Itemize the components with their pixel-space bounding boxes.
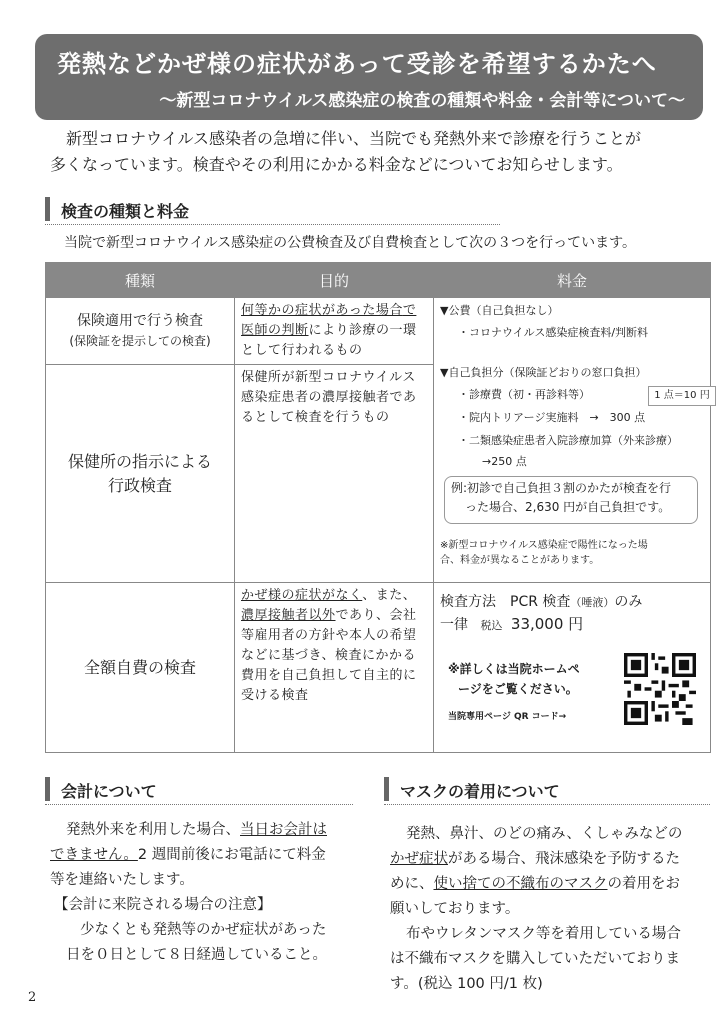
- hp-note-line-1: ※詳しくは当院ホームペ: [448, 662, 580, 676]
- billing-text-b: 当日お会計は: [240, 822, 327, 838]
- fee-cell: [434, 298, 711, 583]
- billing-text-a: 発熱外来を利用した場合、: [66, 822, 240, 838]
- positive-note-line-1: ※新型コロナウイルス感染症で陽性になった場: [440, 540, 648, 551]
- mask-text-f: の着用をお: [607, 876, 680, 892]
- billing-body: [50, 818, 362, 968]
- row2-type: [46, 365, 235, 583]
- pcr-method: [440, 591, 642, 611]
- mask-text-e: 使い捨ての不織布のマスク: [433, 876, 608, 892]
- mask-line-7: す。(税込 100 円/1 枚): [390, 976, 543, 992]
- mask-text-c: がある場合、飛沫感染を予防するた: [448, 851, 680, 867]
- pcr-method-label: 検査方法 PCR 検査: [440, 594, 571, 610]
- price-label: 一律: [440, 617, 468, 633]
- qr-code-icon[interactable]: [624, 653, 696, 725]
- mask-body: [390, 822, 715, 997]
- row3-purpose-a: かぜ様の症状がなく: [241, 588, 363, 603]
- mask-line-6: は不織布マスクを購入していただいておりま: [390, 951, 680, 967]
- mask-line-1: 発熱、鼻汁、のどの痛み、くしゃみなどの: [406, 826, 683, 842]
- row3-fee: [434, 583, 711, 753]
- page-subtitle: 〜新型コロナウイルス感染症の検査の種類や料金・会計等について〜: [159, 91, 685, 111]
- mask-line-2: [390, 847, 715, 872]
- mask-text-b: かぜ症状: [390, 851, 448, 867]
- section-heading-billing: [45, 774, 353, 805]
- hp-note: [448, 659, 580, 699]
- pcr-price: [440, 613, 583, 634]
- row3-purpose-c: 濃厚接触者以外: [241, 608, 336, 623]
- pcr-method-suffix: のみ: [614, 594, 643, 610]
- hp-note-line-2: ージをご覧ください。: [458, 682, 578, 696]
- billing-caution-title: 【会計に来院される場合の注意】: [54, 897, 272, 913]
- fee-self-title: ▼自己負担分（保険証どおりの窓口負担）: [440, 366, 647, 379]
- heading-bar: [384, 777, 389, 801]
- heading-text: マスクの着用について: [400, 782, 560, 801]
- table-row: [46, 298, 711, 365]
- row3-purpose-d: であり、会社等雇用者の方針や本人の希望などに基づき、検査にかかる費用を自己負担して自主的に受ける検査: [241, 608, 417, 703]
- row1-purpose: [235, 298, 434, 365]
- row1-purpose-c: により診療の一環として行われるもの: [241, 323, 417, 358]
- row1-type-line2: (保険証を提示しての検査): [69, 334, 211, 348]
- row2-type-line2: 行政検査: [107, 475, 172, 495]
- billing-line-2: [50, 843, 362, 868]
- fee-self-item-3: ・二類感染症患者入院診療加算（外来診療）: [458, 434, 678, 447]
- section-heading-mask: [384, 774, 710, 805]
- table-row: [46, 583, 711, 753]
- fee-public-item: ・コロナウイルス感染症検査料/判断料: [458, 326, 649, 339]
- price-value: 33,000 円: [510, 615, 584, 633]
- tests-intro: 当院で新型コロナウイルス感染症の公費検査及び自費検査として次の３つを行っています。: [64, 235, 637, 251]
- title-banner: [35, 34, 703, 120]
- billing-line-3: 等を連絡いたします。: [50, 872, 194, 888]
- row2-type-line1: 保健所の指示による: [67, 451, 212, 471]
- pcr-method-note: （唾液）: [570, 596, 615, 609]
- example-line-2: った場合、2,630 円が自己負担です。: [465, 500, 671, 514]
- heading-text: 検査の種類と料金: [61, 202, 190, 221]
- fee-self-item-1: ・診療費（初・再診料等）: [458, 388, 590, 401]
- header-fee: 料金: [434, 263, 711, 298]
- row1-purpose-a: 何等かの症状があった場合: [241, 303, 403, 318]
- billing-text-d: 2 週間前後にお電話にて料金: [137, 847, 326, 863]
- intro-paragraph: [50, 126, 710, 178]
- example-box: [444, 476, 698, 524]
- intro-line-1: 新型コロナウイルス感染者の急増に伴い、当院でも発熱外来で診療を行うことが: [66, 129, 642, 148]
- heading-bar: [45, 197, 50, 221]
- row1-purpose-b: で医師の判断: [241, 303, 417, 338]
- row2-purpose: 保健所が新型コロナウイルス感染症患者の濃厚接触者であるとして検査を行うもの: [235, 365, 434, 583]
- billing-line-1: [50, 818, 362, 843]
- header-purpose: 目的: [235, 263, 434, 298]
- positive-note-line-2: 合、料金が異なることがあります。: [440, 555, 600, 566]
- example-line-1: 例:初診で自己負担３割のかたが検査を行: [451, 481, 672, 495]
- fee-self-item-2: ・院内トリアージ実施料 → 300 点: [458, 411, 646, 424]
- row3-purpose: [235, 583, 434, 753]
- row1-type: [46, 298, 235, 365]
- billing-caution-line-1: 少なくとも発熱等のかぜ症状があった: [80, 922, 327, 938]
- billing-text-c: できません。: [50, 847, 138, 863]
- heading-bar: [45, 777, 50, 801]
- row1-type-line1: 保険適用で行う検査: [77, 313, 203, 329]
- intro-line-2: 多くなっています。検査やその利用にかかる料金などについてお知らせします。: [50, 155, 623, 174]
- mask-line-3: [390, 872, 715, 897]
- test-fee-table: [45, 262, 711, 753]
- billing-caution-line-2: 日を０日として８日経過していること。: [66, 947, 327, 963]
- mask-line-4: 願いしております。: [390, 901, 520, 917]
- fee-self-item-3b: →250 点: [482, 455, 527, 468]
- fee-public-title: ▼公費（自己負担なし）: [440, 304, 559, 317]
- price-tax: 税込: [480, 619, 503, 632]
- positive-note: [440, 538, 648, 568]
- point-rate-tag: 1 点＝10 円: [648, 386, 716, 406]
- section-heading-tests: [45, 194, 500, 225]
- page-title: 発熱などかぜ様の症状があって受診を希望するかたへ: [57, 50, 657, 78]
- heading-text: 会計について: [61, 782, 157, 801]
- page-number: 2: [28, 990, 37, 1005]
- mask-text-d: めに、: [390, 876, 434, 892]
- header-type: 種類: [46, 263, 235, 298]
- mask-line-5: 布やウレタンマスク等を着用している場合: [406, 926, 681, 942]
- row3-purpose-b: 、また、: [362, 588, 417, 603]
- row3-type: 全額自費の検査: [46, 583, 235, 753]
- qr-caption: 当院専用ページ QR コード→: [448, 712, 567, 722]
- table-header-row: [46, 263, 711, 298]
